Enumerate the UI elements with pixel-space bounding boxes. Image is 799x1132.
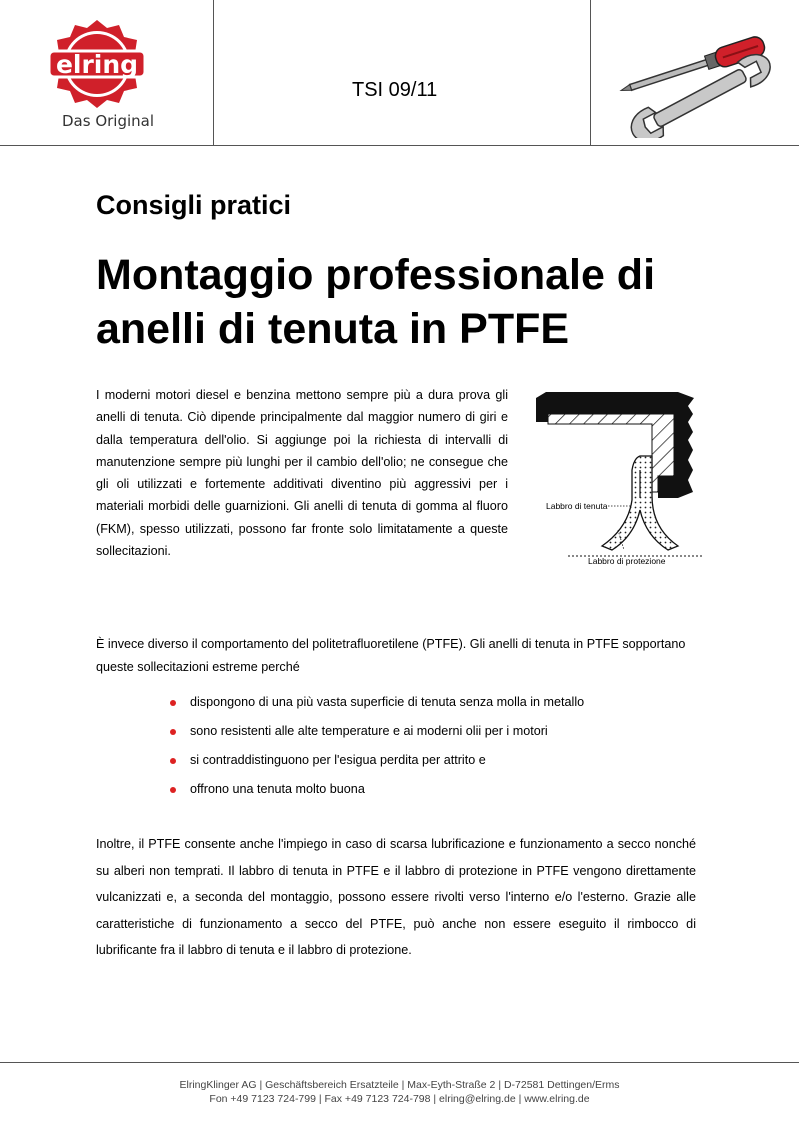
logo-tagline: Das Original xyxy=(62,112,155,130)
label-protection-lip: Labbro di protezione xyxy=(588,556,666,566)
page-title xyxy=(96,248,776,356)
document-code: TSI 09/11 xyxy=(352,79,438,101)
header-divider xyxy=(213,0,214,145)
footer-divider xyxy=(0,1062,799,1063)
footer-contact: Fon +49 7123 724-799 | Fax +49 7123 724-798 | elring@elring.de | www.elring.de xyxy=(209,1093,590,1105)
header-divider xyxy=(590,0,591,145)
seal-cross-section-diagram xyxy=(528,380,708,580)
page-footer xyxy=(0,1078,799,1106)
title-line: anelli di tenuta in PTFE xyxy=(96,305,570,353)
ptfe-paragraph: È invece diverso il comportamento del politetrafluoretilene (PTFE). Gli anelli di tenuta in PTFE sopportano queste sollecitazioni estreme perché xyxy=(96,637,686,674)
list-item: dispongono di una più vasta superficie di tenuta senza molla in metallo xyxy=(170,688,584,717)
footer-address: ElringKlinger AG | Geschäftsbereich Ersatzteile | Max-Eyth-Straße 2 | D-72581 Dettingen/Erms xyxy=(179,1079,620,1091)
title-line: Montaggio professionale di xyxy=(96,251,656,299)
page-header xyxy=(0,0,799,146)
list-item: offrono una tenuta molto buona xyxy=(170,775,584,804)
closing-paragraph: Inoltre, il PTFE consente anche l'impiego in caso di scarsa lubrificazione e funzionamento a secco nonché su alberi non temprati. Il labbro di tenuta in PTFE e il labbro di protezione in PTFE vengono direttamente vulcanizzati e, a seconda del montaggio, possono essere rivolti verso l'interno e/o l'esterno. Grazie alle caratteristiche di funzionamento a secco del PTFE, può anche non essere eseguito il rimbocco di lubrificante fra il labbro di tenuta e il labbro di protezione. xyxy=(96,837,696,958)
benefits-list xyxy=(170,688,584,804)
logo-wordmark: elring xyxy=(55,50,139,79)
screwdriver-wrench-icon xyxy=(610,18,785,138)
label-seal-lip: Labbro di tenuta xyxy=(546,501,608,511)
section-kicker: Consigli pratici xyxy=(96,190,292,220)
intro-paragraph: I moderni motori diesel e benzina mettono sempre più a dura prova gli anelli di tenuta. Ciò dipende principalmente dal maggior numero di giri e dalla temperatura dell'olio. Si aggiunge poi la richiesta di intervalli di manutenzione sempre più lunghi per il cambio dell'olio; ne consegue che gli oli utilizzati e fortemente additivati diventino più aggressivi per i materiali morbidi delle guarnizioni. Gli anelli di tenuta di gomma al fluoro (FKM), spesso utilizzati, possono far fronte solo limitatamente a queste sollecitazioni. xyxy=(96,388,508,559)
list-item: sono resistenti alle alte temperature e ai moderni olii per i motori xyxy=(170,717,584,746)
list-item: si contraddistinguono per l'esigua perdita per attrito e xyxy=(170,746,584,775)
